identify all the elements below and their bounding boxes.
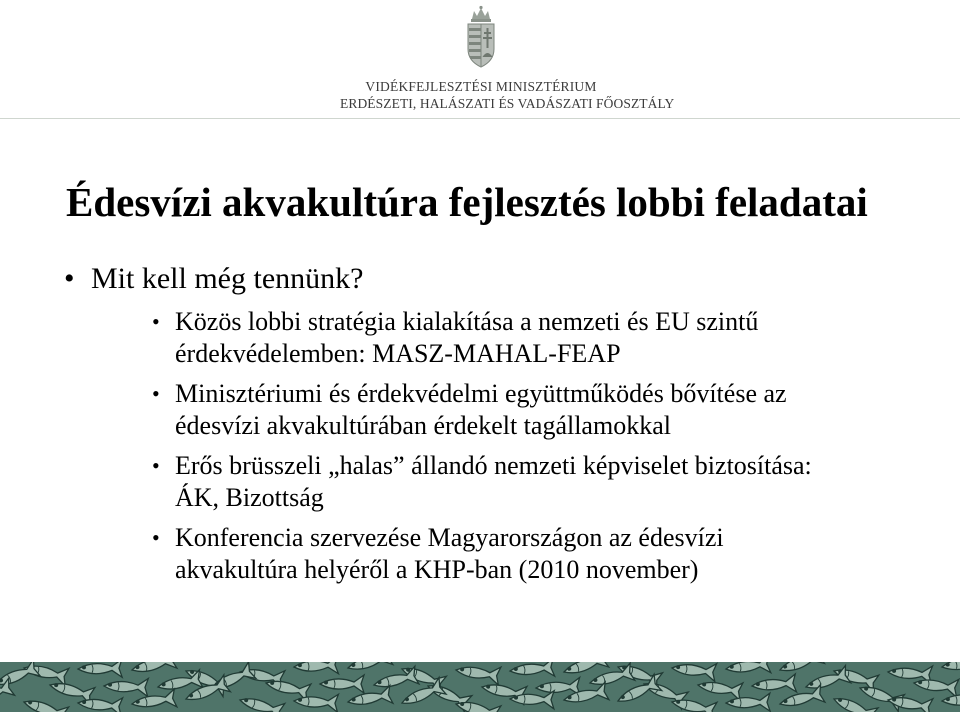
- main-point-text: Mit kell még tennünk?: [91, 262, 364, 295]
- fish-pattern-icon: [0, 662, 960, 712]
- list-item: [152, 306, 952, 370]
- sub-bullet-list: [152, 306, 952, 594]
- list-item-line: Erős brüsszeli „halas” állandó nemzeti képviselet biztosítása:: [175, 451, 812, 480]
- header-divider: [0, 118, 960, 119]
- department-name: ERDÉSZETI, HALÁSZATI ÉS VADÁSZATI FŐOSZTÁLY: [340, 96, 675, 111]
- list-item: [152, 450, 952, 514]
- list-item-line: édesvízi akvakultúrában érdekelt tagállamokkal: [175, 411, 671, 440]
- list-item-line: Közös lobbi stratégia kialakítása a nemzeti és EU szintű: [175, 307, 759, 336]
- list-item-line: ÁK, Bizottság: [175, 483, 324, 512]
- list-item: [152, 378, 952, 442]
- bullet-icon: •: [64, 262, 75, 295]
- bullet-icon: •: [152, 453, 160, 478]
- list-item-line: érdekvédelemben: MASZ-MAHAL-FEAP: [175, 339, 621, 368]
- ministry-name: VIDÉKFEJLESZTÉSI MINISZTÉRIUM: [365, 79, 597, 94]
- bullet-icon: •: [152, 525, 160, 550]
- bullet-icon: •: [152, 381, 160, 406]
- ministry-header: [340, 78, 675, 112]
- hungarian-coat-of-arms-icon: [463, 5, 499, 69]
- list-item-line: akvakultúra helyéről a KHP-ban (2010 november): [175, 555, 699, 584]
- list-item-line: Minisztériumi és érdekvédelmi együttműködés bővítése az: [175, 379, 787, 408]
- slide-title: Édesvízi akvakultúra fejlesztés lobbi feladatai: [66, 179, 868, 225]
- bullet-icon: •: [152, 309, 160, 334]
- list-item-line: Konferencia szervezése Magyarországon az édesvízi: [175, 523, 724, 552]
- list-item: [152, 522, 952, 586]
